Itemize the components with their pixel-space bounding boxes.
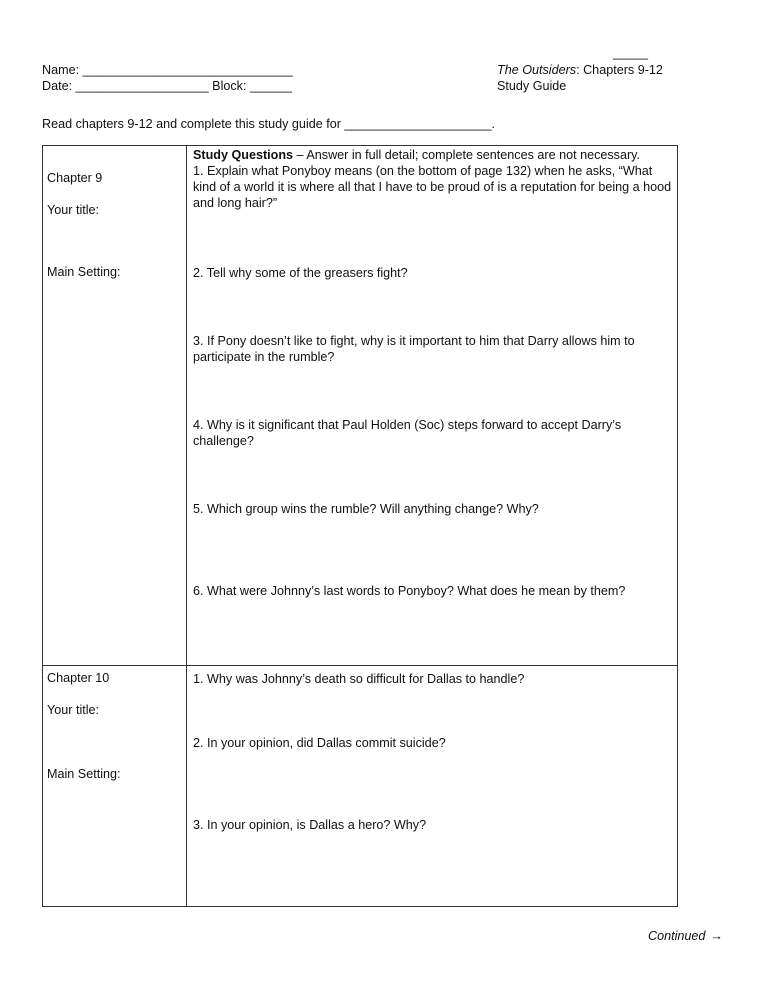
column-header xyxy=(193,147,673,163)
column-header-bold: Study Questions xyxy=(193,148,294,162)
chapter-10-label: Chapter 10 xyxy=(47,671,110,685)
chapter-9-main-setting-label: Main Setting: xyxy=(47,265,121,279)
continued-label: Continued xyxy=(648,929,706,943)
chapter-9-question-2: 2. Tell why some of the greasers fight? xyxy=(193,266,408,280)
instructions: Read chapters 9-12 and complete this study guide for _____________________. xyxy=(42,117,496,131)
document-subtitle: Study Guide xyxy=(497,79,567,93)
chapter-9-question-3: 3. If Pony doesn’t like to fight, why is it important to him that Darry allows him to participate in the rumble? xyxy=(193,334,635,364)
continued-note xyxy=(648,929,723,944)
chapter-10-main-setting-label: Main Setting: xyxy=(47,767,121,781)
chapter-9-question-4: 4. Why is it significant that Paul Holden (Soc) steps forward to accept Darry’s challenge? xyxy=(193,418,622,448)
document-title xyxy=(497,63,663,78)
column-header-instructions: – Answer in full detail; complete sentences are not necessary. xyxy=(293,148,641,162)
chapter-10-question-2: 2. In your opinion, did Dallas commit suicide? xyxy=(193,736,446,750)
study-guide-table xyxy=(42,145,678,907)
chapter-10-your-title-label: Your title: xyxy=(47,703,100,717)
date-block-field-line[interactable]: Date: ___________________ Block: ______ xyxy=(42,79,292,93)
chapter-9-question-1: 1. Explain what Ponyboy means (on the bottom of page 132) when he asks, “What kind of a world it is where all that I have to be proud of is a reputation for being a hood and long hair?” xyxy=(193,164,672,210)
chapter-9-your-title-label: Your title: xyxy=(47,203,100,217)
arrow-right-icon: → xyxy=(710,929,724,943)
chapter-10-question-3: 3. In your opinion, is Dallas a hero? Why? xyxy=(193,818,427,832)
title-chapters: : Chapters 9-12 xyxy=(576,63,663,77)
score-blank[interactable]: _____ xyxy=(613,46,649,60)
chapter-9-question-6: 6. What were Johnny’s last words to Ponyboy? What does he mean by them? xyxy=(193,584,626,598)
chapter-10-question-1: 1. Why was Johnny’s death so difficult for Dallas to handle? xyxy=(193,672,525,686)
chapter-9-question-5: 5. Which group wins the rumble? Will anything change? Why? xyxy=(193,502,539,516)
name-field-line[interactable]: Name: ______________________________ xyxy=(42,63,293,77)
column-divider xyxy=(186,145,187,907)
row-divider xyxy=(42,665,678,666)
book-title: The Outsiders xyxy=(497,63,577,77)
chapter-9-label: Chapter 9 xyxy=(47,171,103,185)
